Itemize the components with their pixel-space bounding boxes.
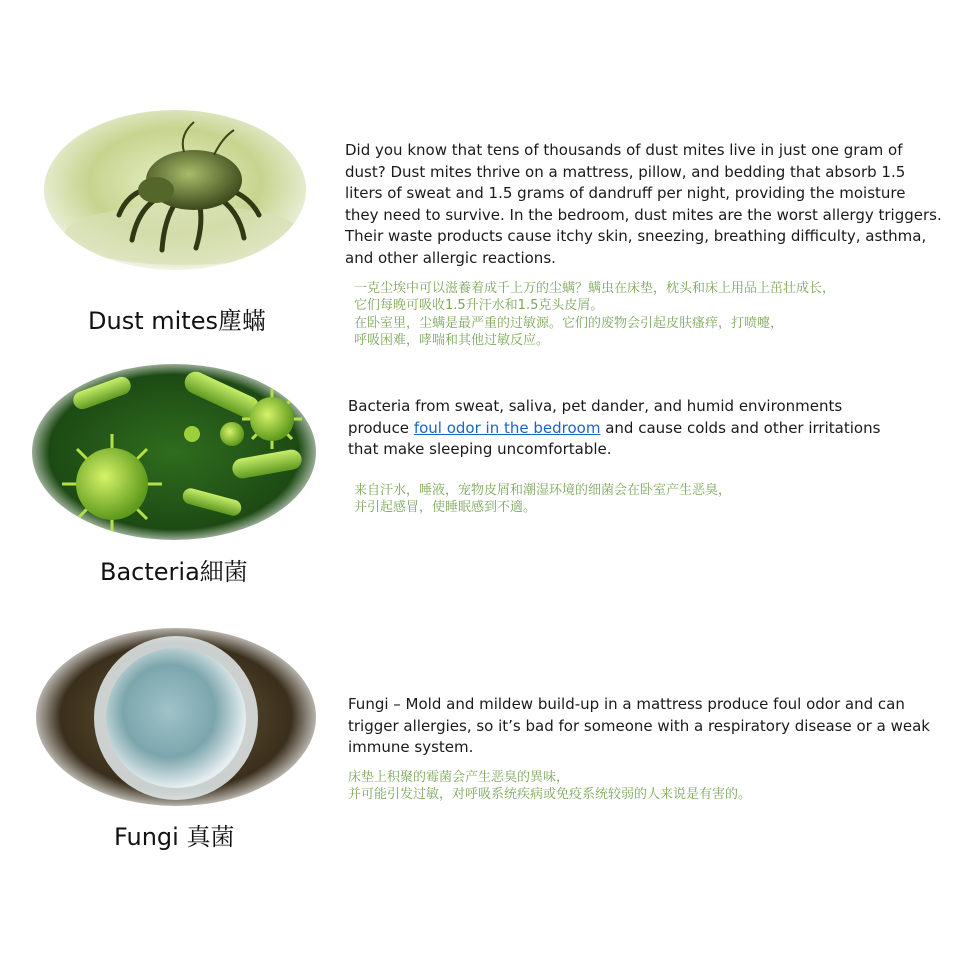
text-line: 床垫上积聚的霉菌会产生恶臭的異味， xyxy=(348,770,570,785)
text-line: 一克尘埃中可以滋養着成千上万的尘螨？螨虫在床垫，枕头和床上用品上茁壮成长， xyxy=(354,281,836,296)
text-line: Their waste products cause itchy skin, sneezing, breathing difficulty, asthma, xyxy=(345,227,927,246)
fungi-caption: Fungi 真菌 xyxy=(114,823,235,851)
fungi-description xyxy=(348,694,930,759)
text-line: Fungi – Mold and mildew build-up in a mattress produce foul odor and can xyxy=(348,695,905,713)
fungi-image xyxy=(36,628,316,806)
text-line: 并可能引发过敏，对呼吸系统疾病或免疫系统较弱的人来说是有害的。 xyxy=(348,787,752,803)
text-line: 呼吸困难，哮喘和其他过敏反应。 xyxy=(354,333,550,349)
text-line: Did you know that tens of thousands of dust mites live in just one gram of xyxy=(345,141,903,159)
text-line: Bacteria from sweat, saliva, pet dander, and humid environments xyxy=(348,397,843,415)
fungi-description-chinese xyxy=(348,769,751,804)
text-line: dust? Dust mites thrive on a mattress, pillow, and bedding that absorb 1.5 xyxy=(345,162,906,181)
text-line: that make sleeping uncomfortable. xyxy=(348,440,612,459)
text-line: trigger allergies, so it’s bad for someone with a respiratory disease or a weak xyxy=(348,716,930,735)
dust-mites-image xyxy=(44,110,306,270)
foul-odor-link[interactable]: foul odor in the bedroom xyxy=(413,418,601,437)
text-fragment: produce xyxy=(348,418,414,437)
dust-mites-description-chinese xyxy=(354,280,835,350)
dust-mites-caption: Dust mites塵蟎 xyxy=(88,307,266,335)
text-fragment: and cause colds and other irritations xyxy=(600,418,881,437)
dust-mites-description xyxy=(345,140,942,270)
bacteria-description xyxy=(348,396,880,461)
text-line: 它们每晚可吸收1.5升汗水和1.5克头皮屑。 xyxy=(354,298,604,314)
text-line xyxy=(348,418,880,440)
text-line: liters of sweat and 1.5 grams of dandruff per night, providing the moisture xyxy=(345,184,906,203)
text-line: they need to survive. In the bedroom, dust mites are the worst allergy triggers. xyxy=(345,205,942,224)
bacteria-image xyxy=(32,364,316,540)
text-line: 来自汗水，唾液，宠物皮屑和潮湿环境的细菌会在卧室产生恶臭， xyxy=(354,483,732,498)
bacteria-caption: Bacteria細菌 xyxy=(100,558,248,586)
text-line: 在卧室里，尘螨是最严重的过敏源。它们的废物会引起皮肤瘙痒，打喷嚏， xyxy=(354,315,784,331)
bacteria-description-chinese xyxy=(354,482,731,517)
text-line: 并引起感冒，使睡眠感到不適。 xyxy=(354,500,537,516)
text-line: immune system. xyxy=(348,738,474,757)
text-line: and other allergic reactions. xyxy=(345,248,556,267)
